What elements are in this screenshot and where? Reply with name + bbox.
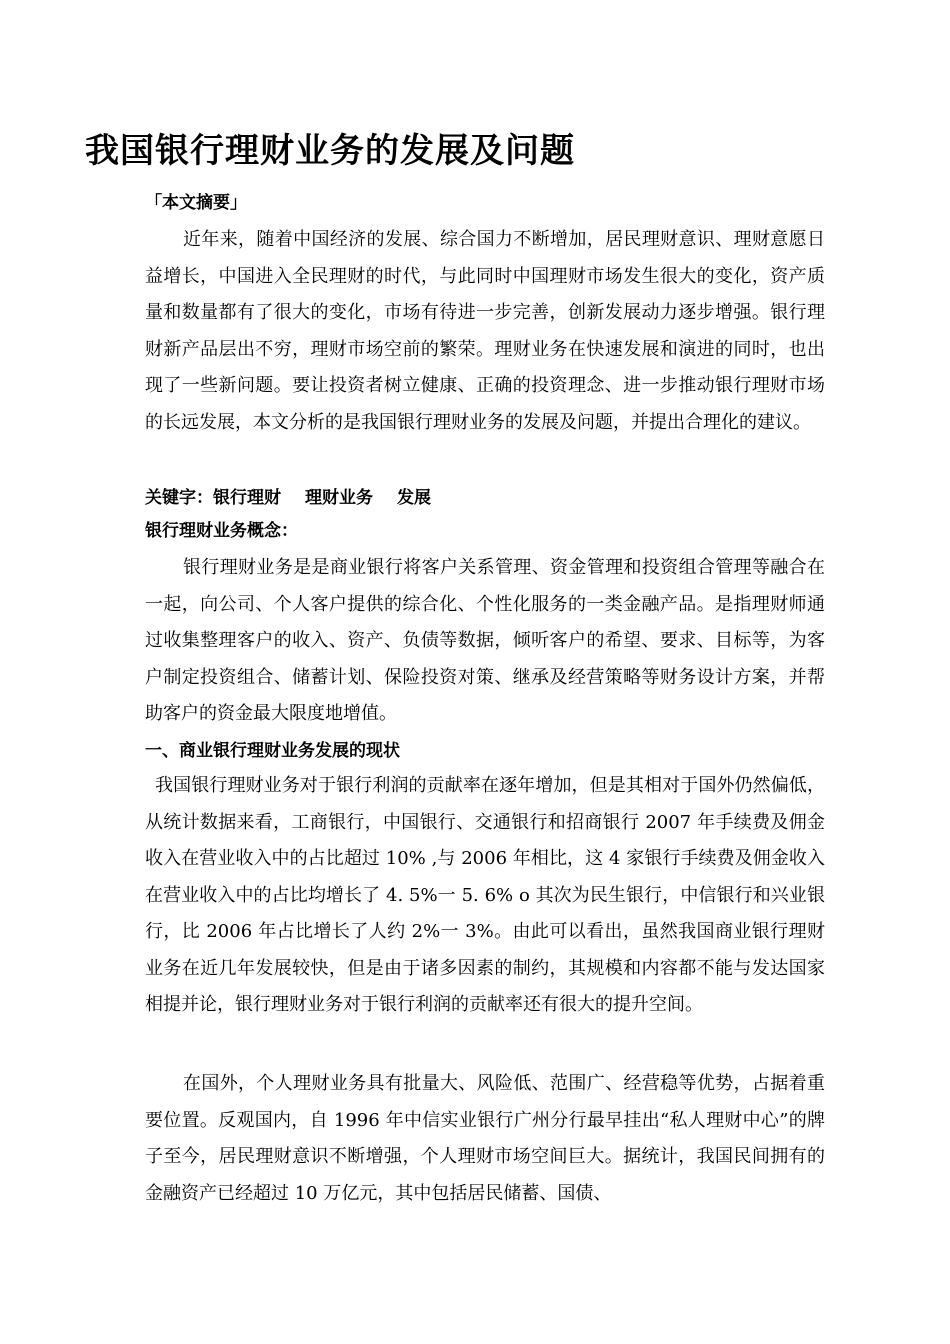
section1-paragraph-2: 在国外，个人理财业务具有批量大、风险低、范围广、经营稳等优势，占据着重要位置。反观国内，自 1996 年中信实业银行广州分行最早挂出“私人理财中心”的牌子至今，居民理财意识不断增强，个人理财市场空间巨大。据统计，我国民间拥有的金融资产已经超过 10 万亿元，其中包括居民储蓄、国债、 [145,1073,825,1204]
abstract-heading: 「本文摘要」 [145,193,247,213]
keyword-1: 银行理财 [213,488,281,508]
abstract-paragraph: 近年来，随着中国经济的发展、综合国力不断增加，居民理财意识、理财意愿日益增长，中国进入全民理财的时代，与此同时中国理财市场发生很大的变化，资产质量和数量都有了很大的变化，市场有待进一步完善，创新发展动力逐步增强。银行理财新产品层出不穷，理财市场空前的繁荣。理财业务在快速发展和演进的同时，也出现了一些新问题。要让投资者树立健康、正确的投资理念、进一步推动银行理财市场的长远发展，本文分析的是我国银行理财业务的发展及问题，并提出合理化的建议。 [145,229,825,433]
concept-heading: 银行理财业务概念： [145,521,298,541]
concept-paragraph: 银行理财业务是是商业银行将客户关系管理、资金管理和投资组合管理等融合在一起，向公司、个人客户提供的综合化、个性化服务的一类金融产品。是指理财师通过收集整理客户的收入、资产、负债等数据，倾听客户的希望、要求、目标等，为客户制定投资组合、储蓄计划、保险投资对策、继承及经营策略等财务设计方案，并帮助客户的资金最大限度地增值。 [145,557,825,724]
document-title: 我国银行理财业务的发展及问题 [85,131,575,171]
keywords-label: 关键字： [145,488,213,508]
section1-paragraph-1: 我国银行理财业务对于银行利润的贡献率在逐年增加，但是其相对于国外仍然偏低，从统计数据来看，工商银行，中国银行、交通银行和招商银行 2007 年手续费及佣金收入在营业收入中的占比超过 10% ,与 2006 年相比，这 4 家银行手续费及佣金收入在营业收入中的占比均增长了 4. 5%一 5. 6% o 其次为民生银行，中信银行和兴业银行，比 2006 年占比增长了人约 2%一 3%。由此可以看出，虽然我国商业银行理财业务在近几年发展较快，但是由于诸多因素的制约，其规模和内容都不能与发达国家相提并论，银行理财业务对于银行利润的贡献率还有很大的提升空间。 [145,775,825,1015]
keyword-2: 理财业务 [305,488,373,508]
keywords-line [145,485,431,511]
keyword-3: 发展 [397,488,431,508]
section1-heading: 一、商业银行理财业务发展的现状 [145,741,400,761]
